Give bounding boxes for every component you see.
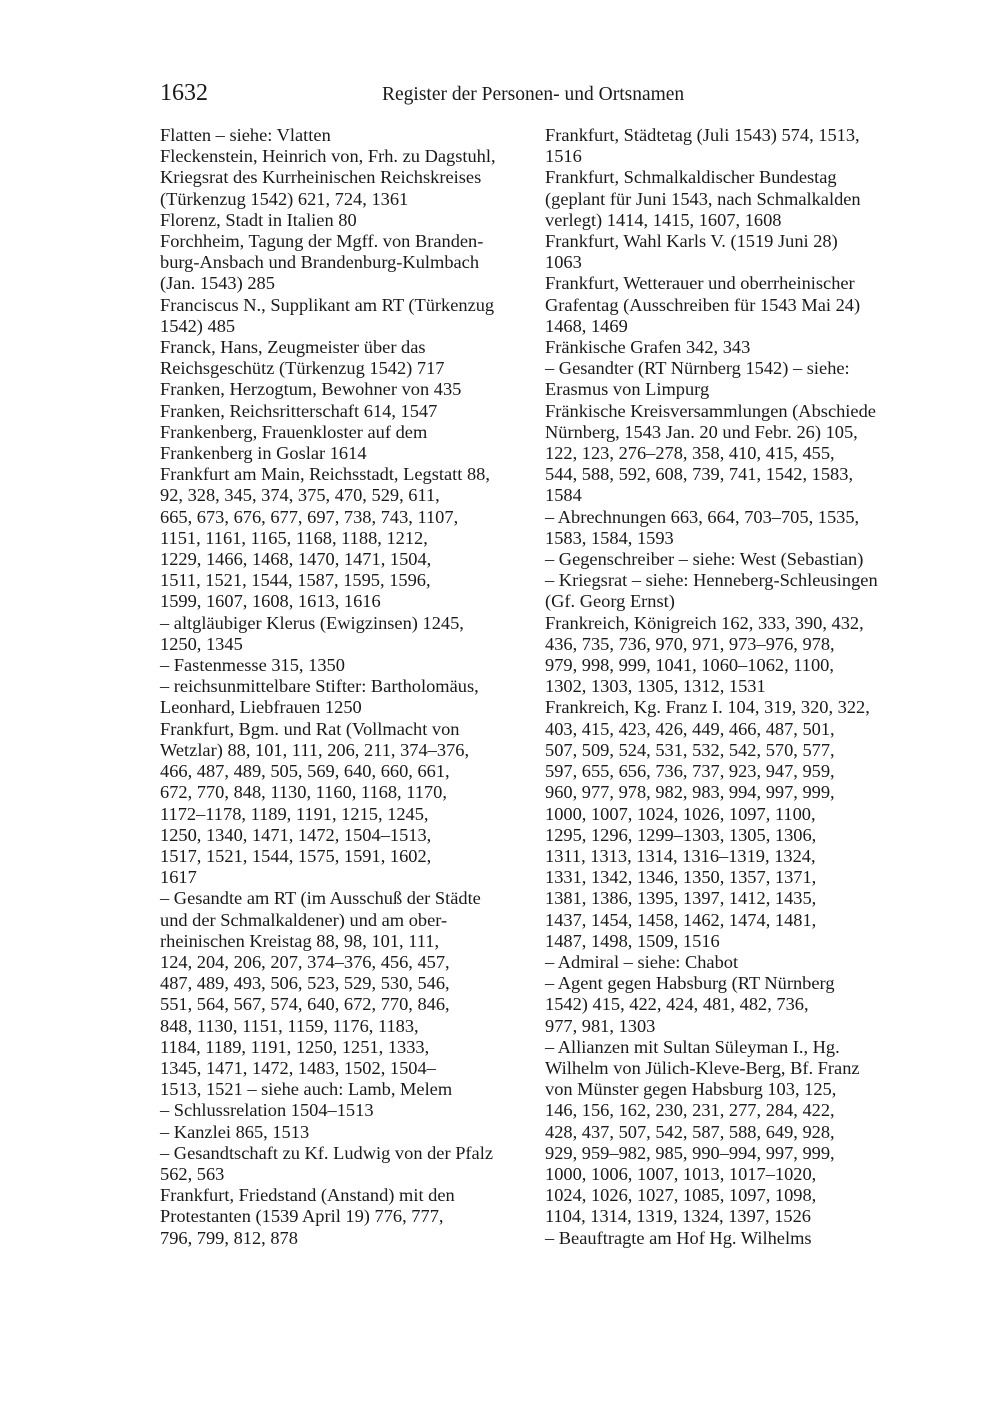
index-entry-line: und der Schmalkaldener) und am ober- <box>160 909 448 930</box>
index-entry <box>545 337 925 358</box>
index-entry-line: Frankfurt, Städtetag (Juli 1543) 574, 1513, <box>545 125 860 145</box>
index-entry-line: 1024, 1026, 1027, 1085, 1097, 1098, <box>545 1185 817 1206</box>
index-entry-line: 1542) 415, 422, 424, 481, 482, 736, <box>545 994 809 1015</box>
index-entry-line: 597, 655, 656, 736, 737, 923, 947, 959, <box>545 761 835 782</box>
index-entry-line: 1311, 1313, 1314, 1316–1319, 1324, <box>545 845 816 866</box>
index-subentry <box>545 507 925 549</box>
index-entry-line: 507, 509, 524, 531, 532, 542, 570, 577, <box>545 739 835 760</box>
index-entry-line: 1063 <box>545 252 582 273</box>
index-subentry <box>545 973 925 1037</box>
index-entry-line: 796, 799, 812, 878 <box>160 1227 298 1248</box>
index-entry-line: 977, 981, 1303 <box>545 1015 656 1036</box>
index-entry-line: 665, 673, 676, 677, 697, 738, 743, 1107, <box>160 506 459 527</box>
index-entry-line: – Gegenschreiber – siehe: West (Sebastian) <box>545 549 864 570</box>
running-title: Register der Personen- und Ortsnamen <box>382 84 685 105</box>
index-entry <box>160 719 540 889</box>
index-entry-line: Franken, Herzogtum, Bewohner von 435 <box>160 379 462 400</box>
index-entry-line: 1345, 1471, 1472, 1483, 1502, 1504– <box>160 1057 436 1078</box>
index-entry <box>545 231 925 273</box>
index-entry-line: 1104, 1314, 1319, 1324, 1397, 1526 <box>545 1206 811 1227</box>
index-entry <box>545 273 925 337</box>
index-entry-line: 1517, 1521, 1544, 1575, 1591, 1602, <box>160 845 432 866</box>
index-subentry <box>545 1228 925 1249</box>
index-entry-line: – reichsunmittelbare Stifter: Bartholomäus, <box>160 676 479 697</box>
index-entry-line: Frankfurt, Wahl Karls V. (1519 Juni 28) <box>545 231 838 252</box>
index-entry <box>160 464 540 612</box>
index-subentry <box>545 570 925 612</box>
index-entry-line: – Schlussrelation 1504–1513 <box>160 1100 374 1121</box>
index-entry-line: 1599, 1607, 1608, 1613, 1616 <box>160 591 381 612</box>
index-entry-line: 1516 <box>545 146 582 167</box>
index-subentry <box>160 1100 540 1121</box>
index-subentry <box>545 952 925 973</box>
index-entry-line: Leonhard, Liebfrauen 1250 <box>160 697 362 718</box>
index-entry-line: Florenz, Stadt in Italien 80 <box>160 209 357 230</box>
index-entry-line: Nürnberg, 1543 Jan. 20 und Febr. 26) 105, <box>545 421 858 442</box>
index-entry-line: burg-Ansbach und Brandenburg-Kulmbach <box>160 252 480 273</box>
index-subentry <box>160 888 540 1100</box>
index-column-right <box>545 125 925 1249</box>
index-entry-line: Protestanten (1539 April 19) 776, 777, <box>160 1206 444 1227</box>
index-entry-line: Fleckenstein, Heinrich von, Frh. zu Dagstuhl, <box>160 146 496 167</box>
index-entry-line: Reichsgeschütz (Türkenzug 1542) 717 <box>160 358 445 379</box>
index-entry-line: Fränkische Grafen 342, 343 <box>545 337 751 358</box>
index-entry-line: 1468, 1469 <box>545 315 628 336</box>
index-entry-line: 1583, 1584, 1593 <box>545 527 674 548</box>
index-column-left <box>160 125 540 1249</box>
index-entry-line: Frankfurt am Main, Reichsstadt, Legstatt 88, <box>160 464 490 485</box>
index-entry <box>545 401 925 507</box>
index-entry-line: Frankfurt, Bgm. und Rat (Vollmacht von <box>160 718 460 739</box>
index-entry-line: Wilhelm von Jülich-Kleve-Berg, Bf. Franz <box>545 1057 860 1078</box>
index-entry <box>545 167 925 231</box>
index-entry-line: Forchheim, Tagung der Mgff. von Branden- <box>160 231 484 252</box>
index-entry-line: 1250, 1340, 1471, 1472, 1504–1513, <box>160 824 432 845</box>
index-entry-line: 1331, 1342, 1346, 1350, 1357, 1371, <box>545 867 817 888</box>
page-header <box>160 76 845 110</box>
index-entry-line: 1184, 1189, 1191, 1250, 1251, 1333, <box>160 1036 430 1057</box>
index-entry <box>545 613 925 698</box>
index-entry-line: Frankenberg in Goslar 1614 <box>160 443 367 464</box>
index-entry <box>160 295 540 337</box>
index-entry <box>160 401 540 422</box>
index-entry-line: Fränkische Kreisversammlungen (Abschiede <box>545 400 876 421</box>
index-entry-line: 1302, 1303, 1305, 1312, 1531 <box>545 676 766 697</box>
index-entry-line: 92, 328, 345, 374, 375, 470, 529, 611, <box>160 485 440 506</box>
index-entry-line: 466, 487, 489, 505, 569, 640, 660, 661, <box>160 761 450 782</box>
index-entry-line: Frankreich, Kg. Franz I. 104, 319, 320, 322, <box>545 697 870 718</box>
index-entry-line: Wetzlar) 88, 101, 111, 206, 211, 374–376, <box>160 739 470 760</box>
index-entry-line: – Gesandtschaft zu Kf. Ludwig von der Pfalz <box>160 1142 493 1163</box>
index-entry-line: Franciscus N., Supplikant am RT (Türkenzug <box>160 294 495 315</box>
index-entry-line: Flatten – siehe: Vlatten <box>160 125 331 145</box>
index-entry-line: Frankreich, Königreich 162, 333, 390, 432, <box>545 612 864 633</box>
index-entry-line: 1542) 485 <box>160 315 236 336</box>
index-entry-line: (Gf. Georg Ernst) <box>545 591 675 612</box>
index-subentry <box>545 549 925 570</box>
index-entry-line: Kriegsrat des Kurrheinischen Reichskreises <box>160 167 482 188</box>
index-entry-line: Frankenberg, Frauenkloster auf dem <box>160 421 428 442</box>
index-entry-line: 403, 415, 423, 426, 449, 466, 487, 501, <box>545 718 835 739</box>
index-entry-line: (geplant für Juni 1543, nach Schmalkalden <box>545 188 861 209</box>
index-entry-line: verlegt) 1414, 1415, 1607, 1608 <box>545 209 782 230</box>
index-entry-line: – Kriegsrat – siehe: Henneberg-Schleusingen <box>545 570 878 591</box>
index-entry-line: – Gesandter (RT Nürnberg 1542) – siehe: <box>545 358 850 379</box>
index-entry-line: 1513, 1521 – siehe auch: Lamb, Melem <box>160 1079 453 1100</box>
index-entry-line: – Abrechnungen 663, 664, 703–705, 1535, <box>545 506 860 527</box>
index-subentry <box>545 358 925 400</box>
index-entry-line: von Münster gegen Habsburg 103, 125, <box>545 1079 837 1100</box>
index-entry-line: 1250, 1345 <box>160 633 243 654</box>
index-entry-line: Franck, Hans, Zeugmeister über das <box>160 337 426 358</box>
index-subentry <box>160 1122 540 1143</box>
index-entry-line: 1000, 1007, 1024, 1026, 1097, 1100, <box>545 803 816 824</box>
index-entry-line: 1295, 1296, 1299–1303, 1305, 1306, <box>545 824 817 845</box>
index-entry-line: Frankfurt, Wetterauer und oberrheinischer <box>545 273 855 294</box>
index-entry <box>160 231 540 295</box>
index-entry <box>160 210 540 231</box>
index-entry <box>545 125 925 167</box>
index-entry-line: Frankfurt, Friedstand (Anstand) mit den <box>160 1185 455 1206</box>
page-number: 1632 <box>160 80 208 106</box>
index-entry-line: 122, 123, 276–278, 358, 410, 415, 455, <box>545 443 835 464</box>
index-entry-line: Frankfurt, Schmalkaldischer Bundestag <box>545 167 837 188</box>
index-entry-line: 929, 959–982, 985, 990–994, 997, 999, <box>545 1142 835 1163</box>
index-entry-line: 979, 998, 999, 1041, 1060–1062, 1100, <box>545 655 834 676</box>
index-entry <box>160 125 540 146</box>
index-entry-line: 551, 564, 567, 574, 640, 672, 770, 846, <box>160 994 450 1015</box>
index-entry <box>160 1185 540 1249</box>
index-entry-line: 1511, 1521, 1544, 1587, 1595, 1596, <box>160 570 431 591</box>
index-entry-line: 1437, 1454, 1458, 1462, 1474, 1481, <box>545 909 817 930</box>
index-entry-line: 544, 588, 592, 608, 739, 741, 1542, 1583, <box>545 464 854 485</box>
index-subentry <box>160 613 540 655</box>
index-entry-line: – Gesandte am RT (im Ausschuß der Städte <box>160 888 481 909</box>
index-entry-line: 1487, 1498, 1509, 1516 <box>545 930 720 951</box>
index-entry <box>160 379 540 400</box>
index-entry-line: 1000, 1006, 1007, 1013, 1017–1020, <box>545 1163 817 1184</box>
index-entry-line: 672, 770, 848, 1130, 1160, 1168, 1170, <box>160 782 447 803</box>
index-entry-line: 124, 204, 206, 207, 374–376, 456, 457, <box>160 951 450 972</box>
index-entry-line: Erasmus von Limpurg <box>545 379 710 400</box>
index-entry-line: – Admiral – siehe: Chabot <box>545 951 739 972</box>
index-entry-line: 848, 1130, 1151, 1159, 1176, 1183, <box>160 1015 419 1036</box>
index-entry-line: 1229, 1466, 1468, 1470, 1471, 1504, <box>160 549 432 570</box>
index-entry-line: Franken, Reichsritterschaft 614, 1547 <box>160 400 438 421</box>
index-entry-line: rheinischen Kreistag 88, 98, 101, 111, <box>160 930 440 951</box>
index-entry-line: – Beauftragte am Hof Hg. Wilhelms <box>545 1227 812 1248</box>
index-subentry <box>545 1037 925 1228</box>
index-entry-line: 562, 563 <box>160 1163 225 1184</box>
index-entry <box>160 422 540 464</box>
index-entry-line: (Jan. 1543) 285 <box>160 273 275 294</box>
index-entry-line: (Türkenzug 1542) 621, 724, 1361 <box>160 188 409 209</box>
index-entry <box>160 146 540 210</box>
index-subentry <box>160 676 540 718</box>
index-entry-line: Grafentag (Ausschreiben für 1543 Mai 24) <box>545 294 861 315</box>
index-entry <box>545 697 925 951</box>
index-entry <box>160 337 540 379</box>
index-entry-line: – Kanzlei 865, 1513 <box>160 1121 310 1142</box>
index-subentry <box>160 1143 540 1185</box>
index-entry-line: 1172–1178, 1189, 1191, 1215, 1245, <box>160 803 429 824</box>
index-entry-line: 436, 735, 736, 970, 971, 973–976, 978, <box>545 633 835 654</box>
index-entry-line: 487, 489, 493, 506, 523, 529, 530, 546, <box>160 973 450 994</box>
index-entry-line: – altgläubiger Klerus (Ewigzinsen) 1245, <box>160 612 464 633</box>
index-entry-line: – Allianzen mit Sultan Süleyman I., Hg. <box>545 1036 840 1057</box>
index-entry-line: 1151, 1161, 1165, 1168, 1188, 1212, <box>160 527 428 548</box>
index-entry-line: – Agent gegen Habsburg (RT Nürnberg <box>545 973 835 994</box>
index-entry-line: 1584 <box>545 485 582 506</box>
index-entry-line: 960, 977, 978, 982, 983, 994, 997, 999, <box>545 782 835 803</box>
index-entry-line: 146, 156, 162, 230, 231, 277, 284, 422, <box>545 1100 835 1121</box>
index-subentry <box>160 655 540 676</box>
index-entry-line: 428, 437, 507, 542, 587, 588, 649, 928, <box>545 1121 835 1142</box>
index-entry-line: 1381, 1386, 1395, 1397, 1412, 1435, <box>545 888 817 909</box>
index-entry-line: – Fastenmesse 315, 1350 <box>160 655 345 676</box>
index-entry-line: 1617 <box>160 867 197 888</box>
